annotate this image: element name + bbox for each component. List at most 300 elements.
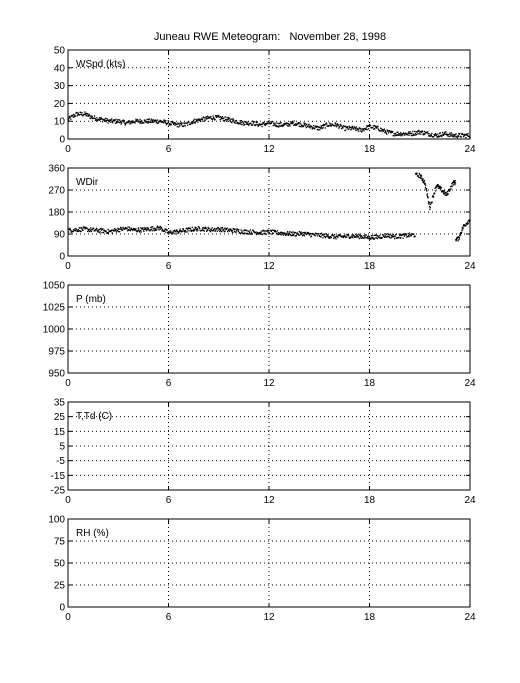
panel-1-point	[248, 231, 249, 232]
panel-0-point	[85, 113, 86, 114]
panel-0-point	[416, 134, 417, 135]
panel-0-point	[395, 133, 396, 134]
panel-1-point	[422, 180, 423, 181]
panel-0-point	[147, 122, 148, 123]
panel-0-point	[457, 137, 458, 138]
panel-0-point	[455, 133, 456, 134]
panel-1-point	[117, 228, 118, 229]
panel-1-point	[140, 230, 141, 231]
panel-2-ytick-label-3: 1025	[42, 302, 65, 314]
panel-0-point	[223, 117, 224, 118]
panel-1-point	[275, 231, 276, 232]
panel-0-point	[231, 122, 232, 123]
panel-1-point	[252, 234, 253, 235]
panel-1-point	[234, 228, 235, 229]
panel-1-point	[467, 221, 468, 222]
panel-0-point	[352, 126, 353, 127]
panel-1-point	[398, 237, 399, 238]
panel-1-point	[268, 230, 269, 231]
panel-0-point	[321, 126, 322, 127]
panel-0-point	[102, 121, 103, 122]
panel-1-point	[287, 231, 288, 232]
panel-1-point	[222, 227, 223, 228]
panel-1-xtick-label-1: 6	[165, 261, 172, 272]
panel-0-point	[106, 121, 107, 122]
panel-0-xtick-label-2: 12	[263, 144, 275, 155]
panel-1-point	[425, 185, 426, 186]
panel-0-point	[331, 125, 332, 126]
panel-0-point	[336, 126, 337, 127]
panel-0-point	[248, 125, 249, 126]
panel-1-point	[76, 229, 77, 230]
panel-1-point	[379, 235, 380, 236]
panel-1-point	[457, 240, 458, 241]
panel-1-point	[414, 236, 415, 237]
panel-1-point	[217, 230, 218, 231]
panel-0-point	[244, 124, 245, 125]
panel-1-point	[277, 230, 278, 231]
panel-1-point	[159, 229, 160, 230]
panel-1-point	[404, 236, 405, 237]
panel-1-point	[419, 173, 420, 174]
panel-0-point	[84, 111, 85, 112]
panel-0-point	[313, 125, 314, 126]
panel-1-point	[188, 230, 189, 231]
panel-0-point	[166, 124, 167, 125]
panel-0-point	[119, 120, 120, 121]
panel-1-ytick-label-3: 270	[48, 185, 65, 197]
panel-0-point	[436, 134, 437, 135]
panel-0-point	[233, 120, 234, 121]
panel-0-point	[145, 120, 146, 121]
panel-0-point	[252, 124, 253, 125]
panel-0-point	[193, 120, 194, 121]
panel-1-point	[377, 238, 378, 239]
panel-1-point	[371, 235, 372, 236]
panel-1-point	[167, 230, 168, 231]
panel-0-point	[193, 119, 194, 120]
panel-0-point	[451, 132, 452, 133]
panel-0-point	[372, 127, 373, 128]
panel-1-point	[388, 234, 389, 235]
panel-0-point	[141, 121, 142, 122]
panel-0-point	[81, 112, 82, 113]
panel-1-point	[418, 177, 419, 178]
panel-1-point	[206, 228, 207, 229]
panel-0-point	[207, 116, 208, 117]
panel-1-point	[361, 238, 362, 239]
panel-0-xtick-label-0: 0	[65, 144, 71, 155]
panel-1-point	[112, 232, 113, 233]
panel-0-point	[202, 121, 203, 122]
panel-0-point	[411, 133, 412, 134]
panel-1-label: WDir	[76, 177, 99, 188]
panel-0-point	[230, 119, 231, 120]
panel-0-point	[236, 120, 237, 121]
panel-1-point	[187, 229, 188, 230]
panel-0-point	[227, 117, 228, 118]
panel-1-point	[210, 231, 211, 232]
panel-1-point	[140, 231, 141, 232]
panel-1-point	[462, 229, 463, 230]
panel-1-point	[235, 231, 236, 232]
panel-1-point	[100, 231, 101, 232]
panel-0-point	[210, 116, 211, 117]
panel-0-point	[377, 126, 378, 127]
panel-1-point	[248, 233, 249, 234]
panel-1-point	[288, 235, 289, 236]
panel-0-point	[407, 134, 408, 135]
panel-1-point	[390, 233, 391, 234]
panel-1-point	[416, 173, 417, 174]
panel-0-point	[110, 122, 111, 123]
panel-0-point	[298, 123, 299, 124]
panel-0-point	[450, 135, 451, 136]
panel-1-point	[406, 234, 407, 235]
panel-1-point	[221, 231, 222, 232]
panel-0-point	[339, 126, 340, 127]
panel-0-point	[274, 124, 275, 125]
panel-0-point	[202, 119, 203, 120]
panel-0-point	[125, 123, 126, 124]
panel-1-point	[428, 197, 429, 198]
panel-1-point	[348, 235, 349, 236]
panel-0-point	[385, 131, 386, 132]
panel-1-point	[114, 228, 115, 229]
panel-1-point	[107, 229, 108, 230]
panel-0-point	[185, 125, 186, 126]
panel-1-point	[70, 230, 71, 231]
panel-1-point	[185, 230, 186, 231]
panel-1-point	[218, 229, 219, 230]
panel-1-point	[335, 238, 336, 239]
panel-1-point	[423, 182, 424, 183]
panel-0-point	[192, 123, 193, 124]
panel-1-point	[461, 232, 462, 233]
panel-0-point	[181, 122, 182, 123]
panel-4-xtick-label-1: 6	[165, 612, 172, 623]
panel-0-point	[447, 135, 448, 136]
panel-1-point	[399, 235, 400, 236]
panel-1-point	[148, 228, 149, 229]
panel-0-point	[267, 121, 268, 122]
panel-0-point	[335, 125, 336, 126]
panel-0-point	[374, 128, 375, 129]
panel-0-point	[360, 130, 361, 131]
panel-1-point	[430, 207, 431, 208]
panel-4-ytick-label-0: 0	[59, 602, 65, 614]
panel-1-point	[413, 234, 414, 235]
panel-0-xtick-label-4: 24	[464, 144, 476, 155]
panel-1-point	[318, 233, 319, 234]
panel-1-xtick-label-2: 12	[263, 261, 275, 272]
panel-0-point	[294, 120, 295, 121]
panel-0-point	[163, 122, 164, 123]
panel-1-point	[450, 188, 451, 189]
panel-0-point	[275, 122, 276, 123]
panel-1-point	[250, 229, 251, 230]
panel-1-point	[202, 228, 203, 229]
panel-1-point	[348, 236, 349, 237]
panel-1-point	[255, 231, 256, 232]
panel-0-point	[241, 124, 242, 125]
panel-1-point	[73, 231, 74, 232]
panel-1-point	[176, 229, 177, 230]
panel-0-point	[274, 123, 275, 124]
panel-1-point	[460, 234, 461, 235]
panel-0-point	[397, 132, 398, 133]
panel-1-point	[447, 191, 448, 192]
panel-1-point	[124, 229, 125, 230]
panel-0-point	[177, 126, 178, 127]
panel-0-point	[422, 131, 423, 132]
panel-1-point	[243, 233, 244, 234]
panel-1-point	[68, 231, 69, 232]
panel-0-point	[240, 122, 241, 123]
panel-0-point	[130, 123, 131, 124]
panel-0-point	[212, 119, 213, 120]
panel-0-point	[226, 119, 227, 120]
panel-1-point	[195, 227, 196, 228]
panel-1-point	[462, 228, 463, 229]
panel-0-point	[355, 130, 356, 131]
panel-0-point	[342, 127, 343, 128]
panel-1-point	[301, 231, 302, 232]
panel-1-xtick-label-3: 18	[363, 261, 376, 272]
panel-1-point	[246, 230, 247, 231]
panel-3-ytick-label-2: -5	[56, 456, 65, 468]
panel-1-point	[115, 230, 116, 231]
panel-2-xtick-label-3: 18	[363, 378, 376, 389]
panel-0-point	[351, 128, 352, 129]
panel-0-point	[442, 132, 443, 133]
panel-1-point	[165, 231, 166, 232]
panel-1-point	[186, 228, 187, 229]
panel-1-point	[387, 233, 388, 234]
panel-2-ytick-label-2: 1000	[42, 324, 65, 336]
panel-0-point	[459, 133, 460, 134]
panel-0-point	[268, 120, 269, 121]
panel-1-point	[293, 234, 294, 235]
panel-0-point	[150, 120, 151, 121]
panel-1-point	[364, 237, 365, 238]
panel-1-point	[355, 234, 356, 235]
panel-0-point	[255, 124, 256, 125]
panel-1-point	[162, 229, 163, 230]
panel-0-point	[199, 119, 200, 120]
panel-1-point	[352, 237, 353, 238]
panel-1-point	[220, 230, 221, 231]
panel-1-point	[227, 228, 228, 229]
panel-2-label: P (mb)	[76, 294, 106, 305]
panel-1-point	[446, 192, 447, 193]
panel-1-point	[453, 180, 454, 181]
panel-0-point	[277, 123, 278, 124]
panel-1-point	[102, 228, 103, 229]
panel-1-point	[393, 234, 394, 235]
panel-1-point	[368, 235, 369, 236]
panel-0-point	[427, 131, 428, 132]
panel-1-point	[197, 229, 198, 230]
panel-0-point	[213, 115, 214, 116]
panel-0-point	[338, 124, 339, 125]
panel-1-point	[434, 193, 435, 194]
panel-4-xtick-label-3: 18	[363, 612, 376, 623]
panel-0-point	[417, 133, 418, 134]
panel-1-point	[100, 228, 101, 229]
panel-1-point	[299, 235, 300, 236]
panel-1-xtick-label-0: 0	[65, 261, 71, 272]
panel-0-point	[356, 126, 357, 127]
panel-1-point	[408, 235, 409, 236]
panel-0-point	[79, 114, 80, 115]
panel-1-point	[272, 230, 273, 231]
panel-0-point	[465, 137, 466, 138]
panel-0-point	[294, 125, 295, 126]
panel-0-point	[87, 113, 88, 114]
panel-0-point	[392, 131, 393, 132]
panel-0-point	[365, 129, 366, 130]
panel-1-point	[325, 236, 326, 237]
panel-1-point	[469, 221, 470, 222]
panel-1-point	[278, 234, 279, 235]
panel-0-point	[107, 122, 108, 123]
panel-1-point	[238, 229, 239, 230]
panel-1-point	[426, 195, 427, 196]
panel-0-point	[105, 120, 106, 121]
panel-1-point	[451, 183, 452, 184]
panel-3-xtick-label-3: 18	[363, 495, 376, 506]
panel-0-point	[124, 120, 125, 121]
panel-0-point	[193, 122, 194, 123]
panel-0-point	[412, 131, 413, 132]
panel-0-point	[218, 115, 219, 116]
panel-1-point	[266, 234, 267, 235]
panel-0-point	[271, 123, 272, 124]
panel-1-point	[101, 232, 102, 233]
panel-0-point	[109, 121, 110, 122]
panel-1-point	[439, 188, 440, 189]
panel-0-point	[393, 135, 394, 136]
panel-0-point	[81, 114, 82, 115]
panel-0-point	[197, 119, 198, 120]
panel-1-point	[292, 231, 293, 232]
panel-0-point	[179, 125, 180, 126]
panel-1-point	[220, 227, 221, 228]
panel-4-ytick-label-1: 25	[53, 580, 65, 592]
panel-1-point	[310, 233, 311, 234]
panel-0-point	[168, 120, 169, 121]
panel-1-point	[106, 231, 107, 232]
panel-0-ytick-label-5: 50	[53, 45, 65, 57]
panel-0-point	[247, 122, 248, 123]
panel-0-point	[158, 122, 159, 123]
panel-1-point	[139, 231, 140, 232]
panel-0-point	[418, 130, 419, 131]
panel-1-point	[221, 228, 222, 229]
panel-1-point	[321, 236, 322, 237]
panel-1-point	[370, 238, 371, 239]
panel-0-point	[254, 121, 255, 122]
panel-1-point	[455, 180, 456, 181]
panel-0-point	[424, 134, 425, 135]
panel-1-point	[185, 231, 186, 232]
panel-1-point	[273, 233, 274, 234]
panel-0-point	[181, 124, 182, 125]
panel-2-ytick-label-1: 975	[48, 346, 65, 358]
panel-0-point	[348, 126, 349, 127]
panel-1-point	[331, 237, 332, 238]
panel-4-ytick-label-4: 100	[48, 514, 65, 526]
panel-0-point	[398, 135, 399, 136]
panel-0-point	[368, 128, 369, 129]
panel-1-point	[289, 231, 290, 232]
panel-1-point	[399, 234, 400, 235]
panel-4-label: RH (%)	[76, 528, 109, 539]
panel-0-point	[431, 133, 432, 134]
panel-0-point	[171, 124, 172, 125]
panel-4-xtick-label-0: 0	[65, 612, 71, 623]
panel-1-point	[304, 235, 305, 236]
panel-0-point	[240, 120, 241, 121]
panel-0-point	[135, 119, 136, 120]
panel-2-xtick-label-0: 0	[65, 378, 71, 389]
panel-0-point	[307, 126, 308, 127]
panel-0-point	[298, 122, 299, 123]
panel-0-point	[424, 131, 425, 132]
panel-0-point	[299, 122, 300, 123]
panel-1-point	[468, 223, 469, 224]
panel-1-point	[229, 230, 230, 231]
panel-0-point	[322, 127, 323, 128]
panel-2-ytick-label-4: 1050	[42, 280, 65, 292]
panel-0-point	[272, 121, 273, 122]
panel-0-point	[306, 127, 307, 128]
panel-1-point	[262, 234, 263, 235]
panel-0-point	[318, 129, 319, 130]
panel-1-point	[382, 234, 383, 235]
panel-0-point	[461, 136, 462, 137]
panel-1-point	[137, 231, 138, 232]
panel-1-point	[286, 234, 287, 235]
panel-0-point	[388, 132, 389, 133]
panel-0-point	[139, 121, 140, 122]
panel-1-point	[269, 233, 270, 234]
panel-1-point	[430, 204, 431, 205]
panel-1-point	[408, 233, 409, 234]
panel-1-point	[358, 236, 359, 237]
panel-1-point	[447, 194, 448, 195]
panel-1-point	[78, 229, 79, 230]
panel-0-point	[458, 136, 459, 137]
panel-0-point	[229, 118, 230, 119]
panel-0-point	[80, 112, 81, 113]
panel-1-point	[283, 235, 284, 236]
panel-0-point	[206, 116, 207, 117]
panel-1-point	[308, 233, 309, 234]
panel-0-point	[164, 120, 165, 121]
panel-1-point	[435, 190, 436, 191]
panel-1-point	[142, 227, 143, 228]
panel-1-point	[190, 228, 191, 229]
panel-1-point	[425, 187, 426, 188]
panel-0-point	[370, 125, 371, 126]
panel-0-point	[326, 123, 327, 124]
panel-1-point	[79, 227, 80, 228]
panel-0-point	[111, 118, 112, 119]
panel-1-point	[187, 231, 188, 232]
panel-1-point	[96, 228, 97, 229]
